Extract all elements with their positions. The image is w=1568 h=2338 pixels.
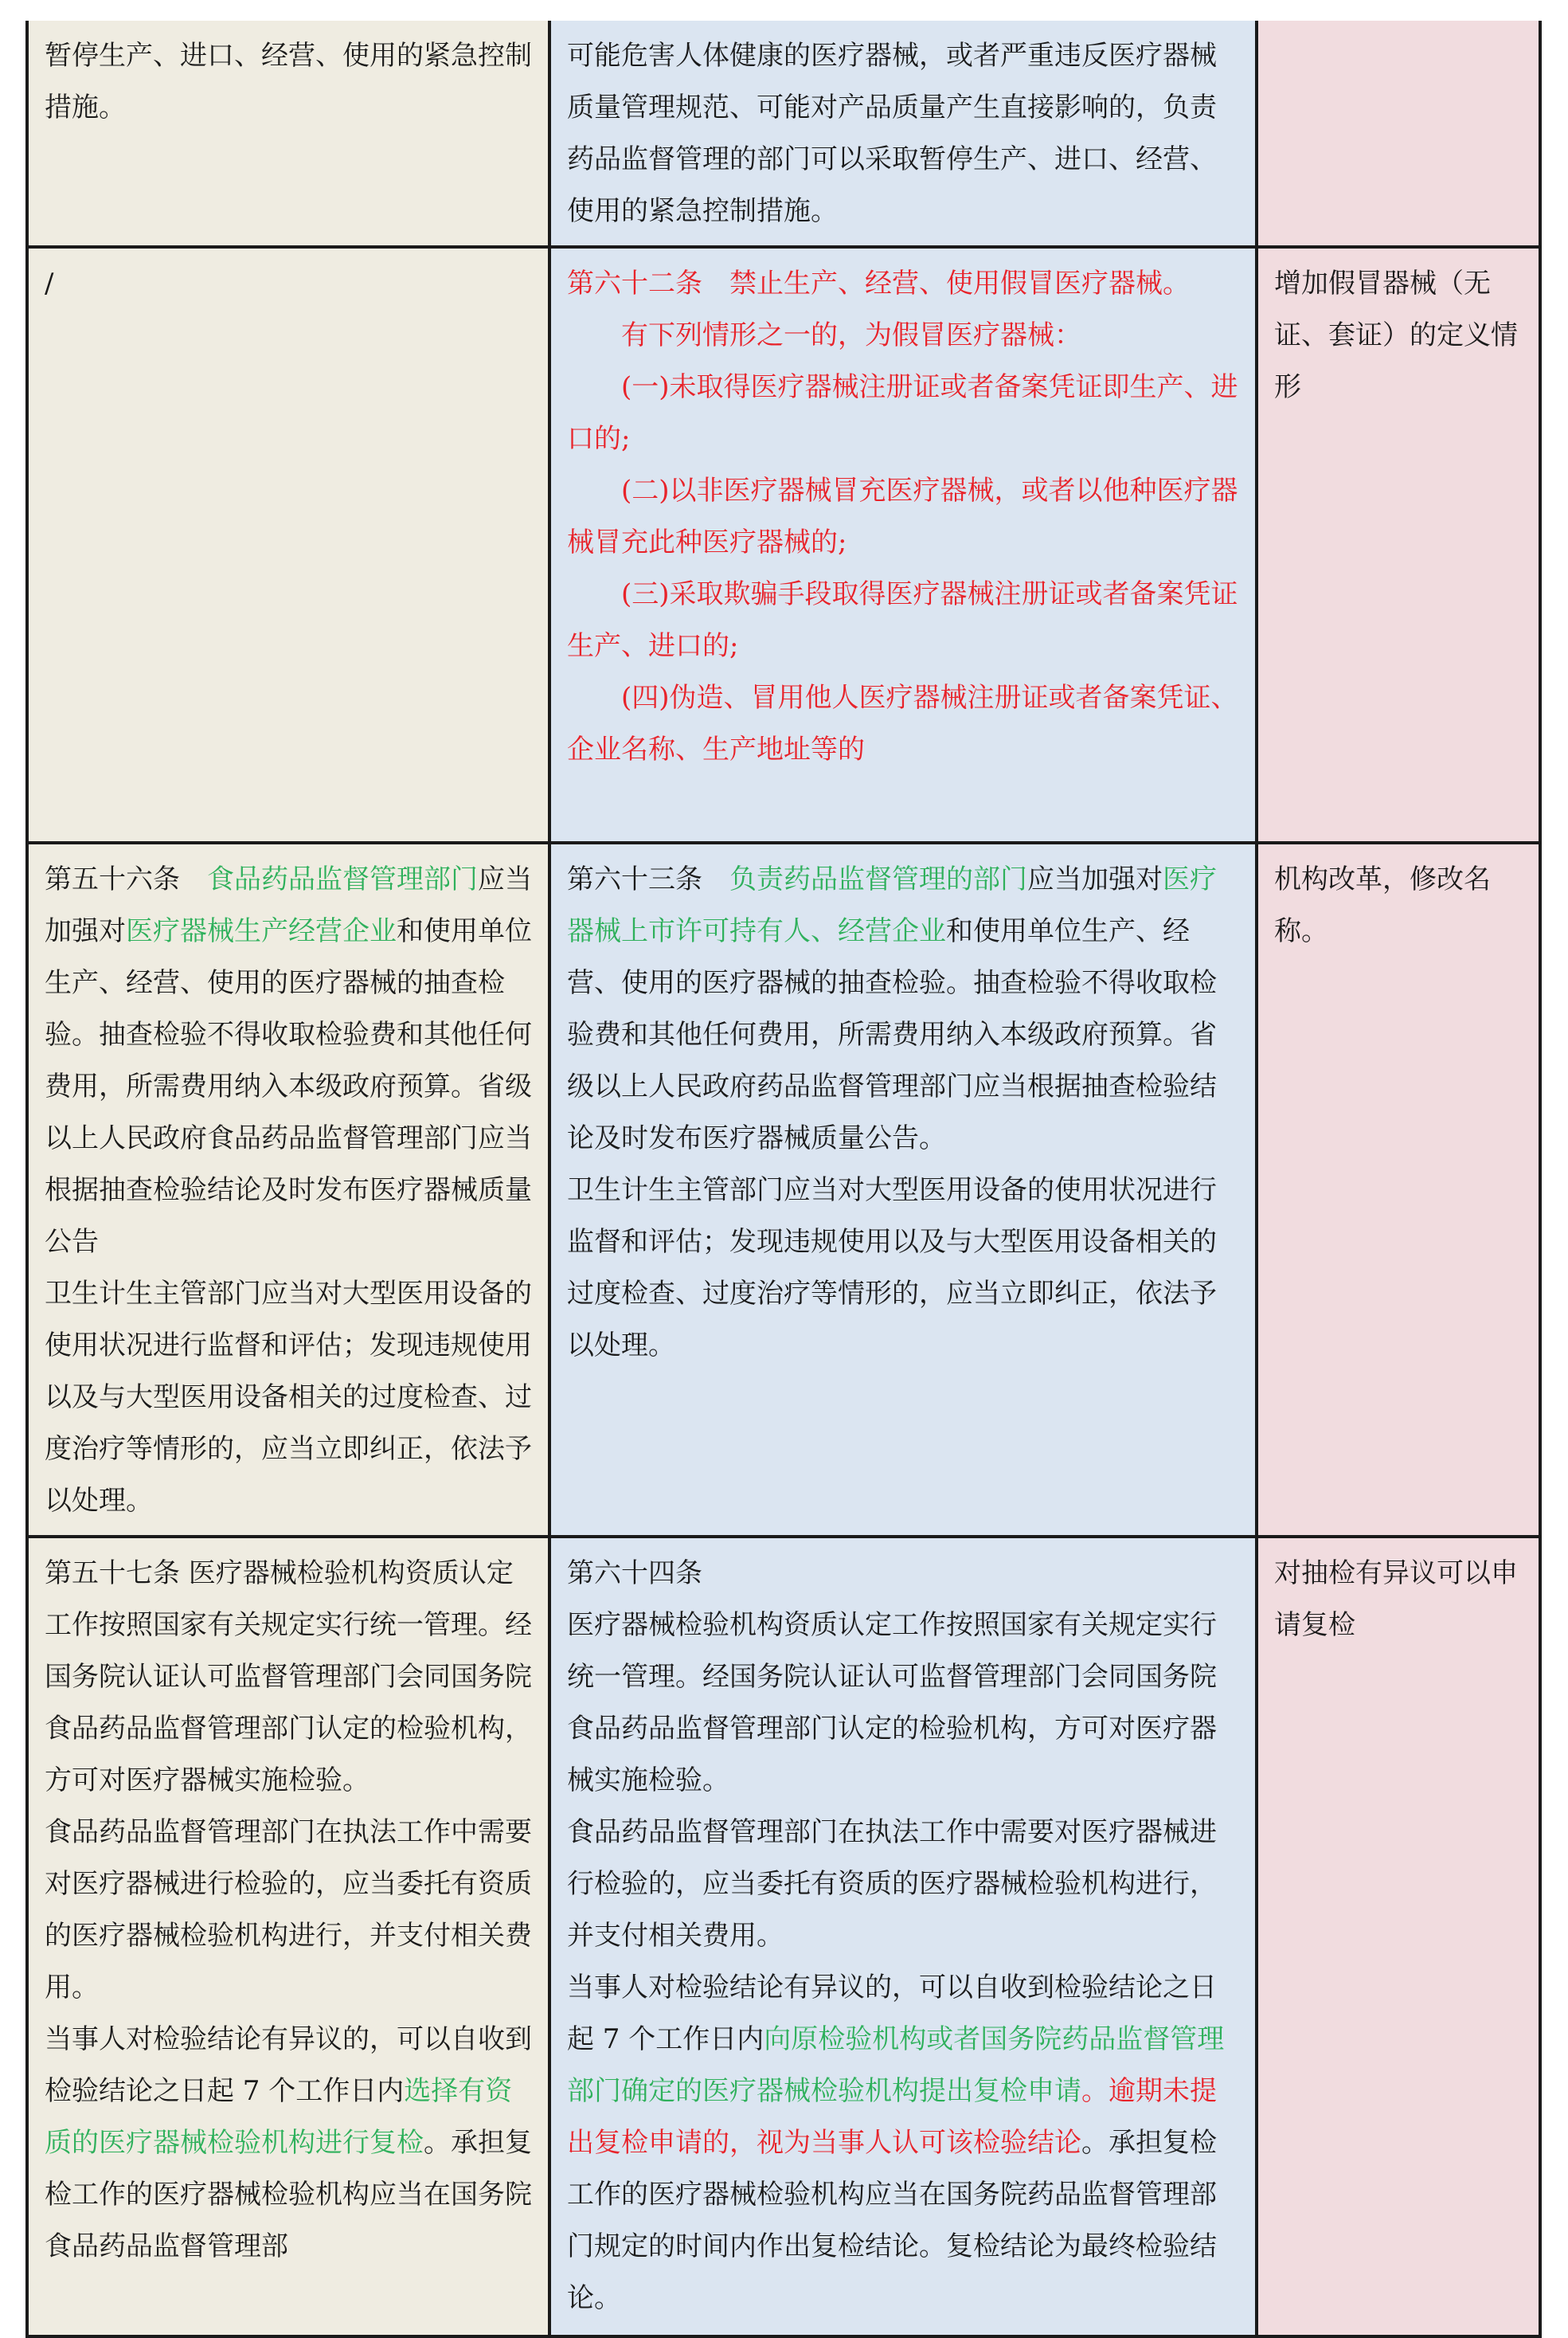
new-article-cell <box>549 1537 1257 2336</box>
new-paragraph: 医疗器械检验机构资质认定工作按照国家有关规定实行统一管理。经国务院认证认可监督管理部门会同国务院食品药品监督管理部门认定的检验机构，方可对医疗器械实施检验。 <box>567 1609 1217 1796</box>
new-paragraph: 食品药品监督管理部门在执法工作中需要对医疗器械进行检验的，应当委托有资质的医疗器械检验机构进行，并支付相关费用。 <box>567 1816 1217 1952</box>
article-number: 第六十四条 <box>567 1557 702 1589</box>
highlight-green: 向原检验机构或者国务院药品监督管理部门确定的医疗器械检验机构提出复检申请 <box>567 2023 1225 2107</box>
article-item: (四)伪造、冒用他人医疗器械注册证或者备案凭证、企业名称、生产地址等的 <box>567 682 1238 766</box>
old-paragraph: 当事人对检验结论有异议的，可以自收到检验结论之日起 7 个工作日内选择有资质的医疗器械检验机构进行复检。承担复检工作的医疗器械检验机构应当在国务院食品药品监督管理部 <box>45 2023 532 2262</box>
note-text: 机构改革，修改名称。 <box>1274 864 1491 947</box>
note-cell <box>1257 843 1540 1537</box>
old-article-cell <box>27 1537 549 2336</box>
old-paragraph: 第五十七条 医疗器械检验机构资质认定工作按照国家有关规定实行统一管理。经国务院认证认可监督管理部门会同国务院食品药品监督管理部门认定的检验机构，方可对医疗器械实施检验。 <box>45 1557 532 1796</box>
highlight-red: 。逾期未提出复检申请的，视为当事人认可该检验结论 <box>567 2075 1217 2159</box>
article-title: 第六十二条 禁止生产、经营、使用假冒医疗器械。 <box>567 268 1190 300</box>
new-article-cell <box>549 21 1257 247</box>
new-article-cell <box>549 843 1257 1537</box>
table-row <box>27 843 1540 1537</box>
note-cell <box>1257 1537 1540 2336</box>
table-row <box>27 1537 1540 2336</box>
old-article-cell <box>27 21 549 247</box>
article-item: (三)采取欺骗手段取得医疗器械注册证或者备案凭证生产、进口的; <box>567 578 1238 662</box>
old-text: 暂停生产、进口、经营、使用的紧急控制措施。 <box>45 40 532 123</box>
highlight-green: 医疗器械上市许可持有人、经营企业 <box>567 864 1217 947</box>
old-article-cell <box>27 843 549 1537</box>
article-item: (一)未取得医疗器械注册证或者备案凭证即生产、进口的; <box>567 371 1238 455</box>
new-paragraph: 第六十三条 负责药品监督管理的部门应当加强对医疗器械上市许可持有人、经营企业和使用单位生产、经营、使用的医疗器械的抽查检验。抽查检验不得收取检验费和其他任何费用，所需费用纳入本级政府预算。省级以上人民政府药品监督管理部门应当根据抽查检验结论及时发布医疗器械质量公告。 <box>567 864 1217 1154</box>
article-number: 第五十六条 <box>45 864 207 895</box>
new-paragraph: 当事人对检验结论有异议的，可以自收到检验结论之日起 7 个工作日内向原检验机构或者国务院药品监督管理部门确定的医疗器械检验机构提出复检申请。逾期未提出复检申请的，视为当事人认可该检验结论。承担复检工作的医疗器械检验机构应当在国务院药品监督管理部门规定的时间内作出复检结论。复检结论为最终检验结论。 <box>567 1972 1225 2314</box>
new-article-cell <box>549 247 1257 843</box>
new-text: 可能危害人体健康的医疗器械，或者严重违反医疗器械质量管理规范、可能对产品质量产生直接影响的，负责药品监督管理的部门可以采取暂停生产、进口、经营、使用的紧急控制措施。 <box>567 40 1217 227</box>
note-cell <box>1257 247 1540 843</box>
note-cell <box>1257 21 1540 247</box>
article-item: (二)以非医疗器械冒充医疗器械，或者以他种医疗器械冒充此种医疗器械的; <box>567 475 1238 558</box>
comparison-table <box>25 21 1542 2338</box>
article-intro: 有下列情形之一的，为假冒医疗器械： <box>621 319 1081 351</box>
old-paragraph: 食品药品监督管理部门在执法工作中需要对医疗器械进行检验的，应当委托有资质的医疗器械检验机构进行，并支付相关费用。 <box>45 1816 532 2003</box>
highlight-green: 食品药品监督管理部门 <box>207 864 478 895</box>
old-text: / <box>45 268 54 300</box>
highlight-green: 医疗器械生产经营企业 <box>126 915 397 947</box>
highlight-green: 选择有资质的医疗器械检验机构进行复检 <box>45 2075 513 2159</box>
table-row <box>27 21 1540 247</box>
note-text: 对抽检有异议可以申请复检 <box>1274 1557 1518 1641</box>
highlight-green: 负责药品监督管理的部门 <box>729 864 1027 895</box>
old-paragraph: 卫生计生主管部门应当对大型医用设备的使用状况进行监督和评估；发现违规使用以及与大型医用设备相关的过度检查、过度治疗等情形的，应当立即纠正，依法予以处理。 <box>45 1278 532 1517</box>
article-number: 第六十三条 <box>567 864 729 895</box>
old-paragraph: 第五十六条 食品药品监督管理部门应当加强对医疗器械生产经营企业和使用单位生产、经营、使用的医疗器械的抽查检验。抽查检验不得收取检验费和其他任何费用，所需费用纳入本级政府预算。省级以上人民政府食品药品监督管理部门应当根据抽查检验结论及时发布医疗器械质量公告 <box>45 864 532 1258</box>
old-article-cell <box>27 247 549 843</box>
new-paragraph: 卫生计生主管部门应当对大型医用设备的使用状况进行监督和评估；发现违规使用以及与大型医用设备相关的过度检查、过度治疗等情形的，应当立即纠正，依法予以处理。 <box>567 1174 1217 1361</box>
table-row <box>27 247 1540 843</box>
note-text: 增加假冒器械（无证、套证）的定义情形 <box>1274 268 1518 403</box>
